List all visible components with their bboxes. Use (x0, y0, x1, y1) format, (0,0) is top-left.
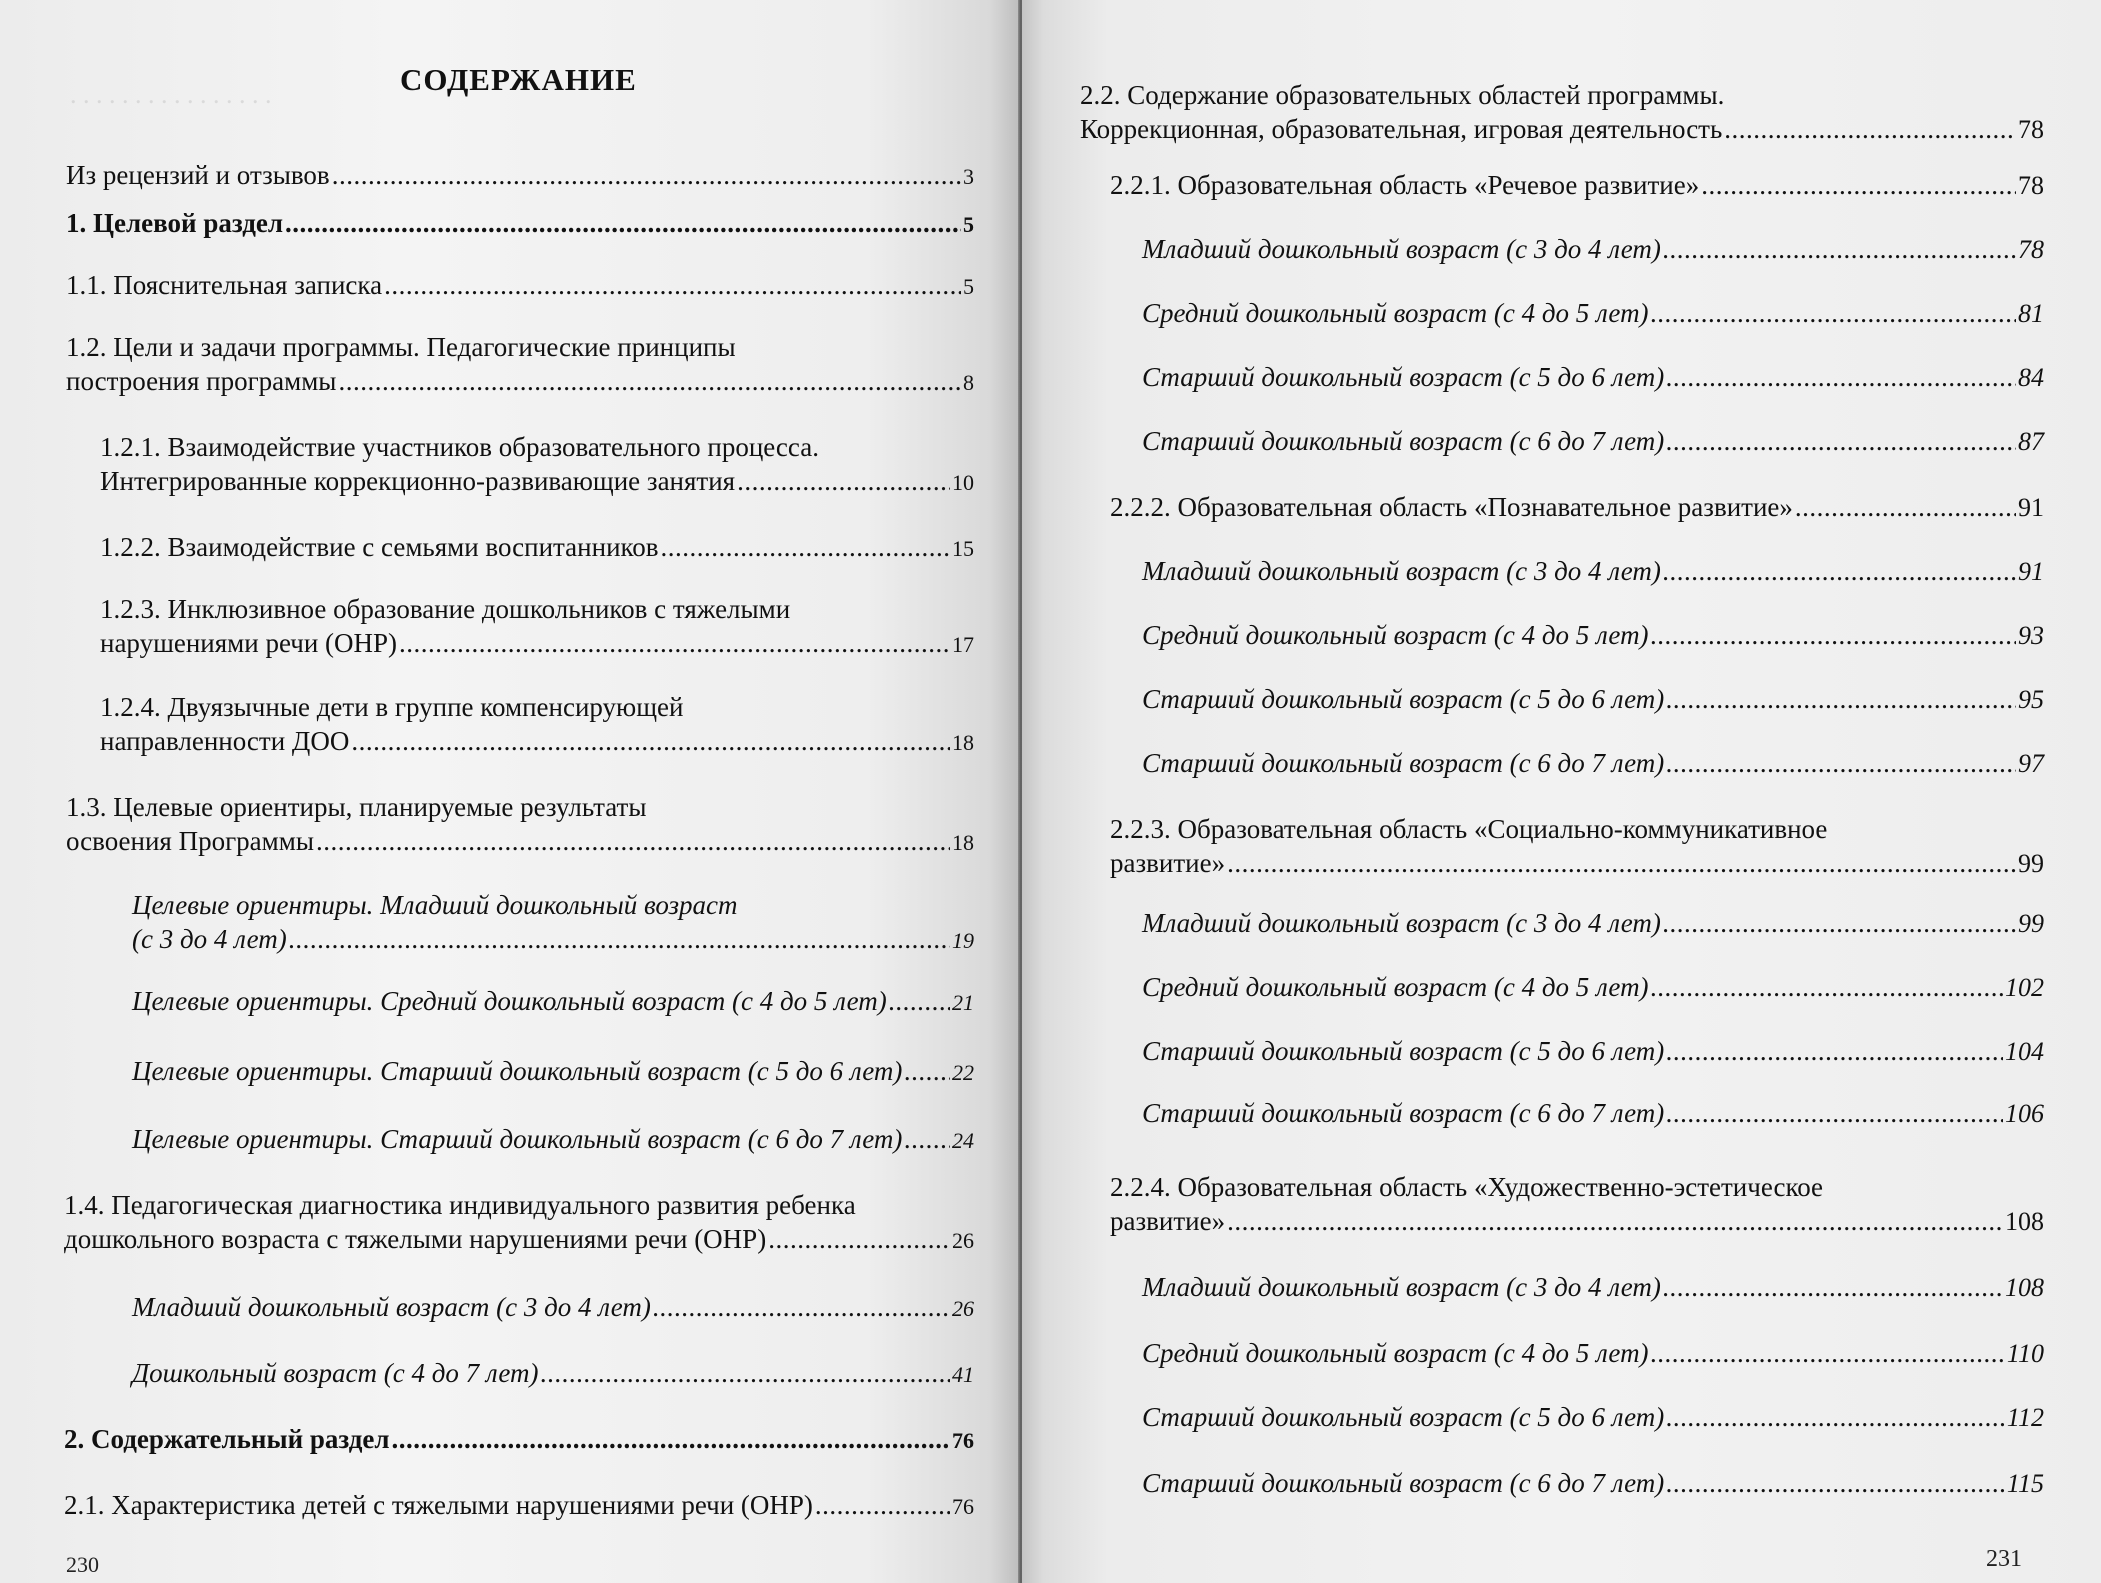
toc-entry (1142, 232, 2044, 267)
entry-text: Интегрированные коррекционно-развивающие занятия (100, 466, 736, 496)
leader-dots (904, 1054, 950, 1088)
leader-dots (1701, 168, 2016, 202)
toc-entry (100, 592, 974, 662)
entry-text: 2.1. Характеристика детей с тяжелыми нарушениями речи (ОНР) (64, 1490, 813, 1520)
leader-dots (1666, 746, 2016, 780)
toc-entry (64, 1422, 974, 1458)
entry-text-line1: 1.2.4. Двуязычные дети в группе компенсирующей (100, 692, 684, 722)
entry-page: 5 (963, 212, 974, 237)
leader-dots (1724, 112, 2016, 146)
entry-text: Младший дошкольный возраст (с 3 до 4 лет) (1142, 556, 1661, 586)
toc-entry (100, 690, 974, 760)
toc-entry (1142, 1034, 2044, 1069)
leader-dots (1666, 1400, 2005, 1434)
entry-page: 18 (952, 830, 974, 855)
toc-entry (1142, 1336, 2044, 1371)
entry-text: Целевые ориентиры. Средний дошкольный возраст (с 4 до 5 лет) (132, 986, 887, 1016)
entry-page: 112 (2006, 1403, 2044, 1432)
entry-text: Средний дошкольный возраст (с 4 до 5 лет) (1142, 1338, 1649, 1368)
entry-page: 93 (2018, 621, 2044, 650)
leader-dots (1663, 906, 2016, 940)
page-title: СОДЕРЖАНИЕ (400, 62, 637, 97)
leader-dots (1666, 1096, 2003, 1130)
toc-entry (132, 1356, 974, 1392)
entry-text: Старший дошкольный возраст (с 6 до 7 лет) (1142, 748, 1665, 778)
toc-entry (132, 888, 974, 958)
entry-text: 1. Целевой раздел (66, 208, 283, 238)
entry-page: 78 (2018, 235, 2044, 264)
toc-entry (1142, 554, 2044, 589)
toc-entry (1080, 78, 2044, 147)
entry-text: 2.2.2. Образовательная область «Познавательное развитие» (1110, 492, 1793, 522)
entry-text: Старший дошкольный возраст (с 5 до 6 лет) (1142, 1036, 1665, 1066)
toc-entry (1142, 746, 2044, 781)
entry-text: нарушениями речи (ОНР) (100, 628, 398, 658)
entry-text: 2. Содержательный раздел (64, 1424, 390, 1454)
entry-text: Младший дошкольный возраст (с 3 до 4 лет) (1142, 1272, 1661, 1302)
leader-dots (332, 158, 961, 192)
toc-entry (132, 1122, 974, 1158)
entry-page: 104 (2005, 1037, 2044, 1066)
entry-page: 108 (2005, 1273, 2044, 1302)
entry-text: Дошкольный возраст (с 4 до 7 лет) (132, 1358, 539, 1388)
toc-entry (1142, 906, 2044, 941)
entry-text: Младший дошкольный возраст (с 3 до 4 лет) (1142, 908, 1661, 938)
leader-dots (289, 922, 950, 956)
entry-text-line1: 2.2.3. Образовательная область «Социально-коммуникативное (1110, 814, 1828, 844)
entry-page: 106 (2005, 1099, 2044, 1128)
leader-dots (661, 530, 950, 564)
entry-text-line1: 1.2.1. Взаимодействие участников образовательного процесса. (100, 432, 819, 462)
leader-dots (1651, 1336, 2005, 1370)
left-page (0, 0, 1020, 1583)
leader-dots (653, 1290, 950, 1324)
toc-entry (1110, 1170, 2044, 1239)
entry-page: 19 (952, 928, 974, 953)
entry-text: развитие» (1110, 848, 1226, 878)
toc-entry (66, 330, 974, 400)
entry-text: Средний дошкольный возраст (с 4 до 5 лет) (1142, 972, 1649, 1002)
entry-text: Старший дошкольный возраст (с 5 до 6 лет) (1142, 684, 1665, 714)
entry-text: Старший дошкольный возраст (с 5 до 6 лет) (1142, 1402, 1665, 1432)
entry-text-line1: 2.2. Содержание образовательных областей программы. (1080, 80, 1725, 110)
toc-entry (1110, 168, 2044, 203)
entry-page: 76 (952, 1428, 974, 1453)
entry-page: 3 (963, 164, 974, 189)
leader-dots (1651, 970, 2003, 1004)
entry-text: Целевые ориентиры. Старший дошкольный возраст (с 5 до 6 лет) (132, 1056, 903, 1086)
entry-page: 97 (2018, 749, 2044, 778)
leader-dots (1666, 1034, 2003, 1068)
entry-page: 78 (2018, 115, 2044, 144)
entry-page: 81 (2018, 299, 2044, 328)
entry-text: 1.1. Пояснительная записка (66, 270, 383, 300)
entry-text: развитие» (1110, 1206, 1226, 1236)
toc-entry (1142, 360, 2044, 395)
toc-entry (100, 530, 974, 566)
entry-text: Старший дошкольный возраст (с 6 до 7 лет) (1142, 426, 1665, 456)
leader-dots (1663, 1270, 2003, 1304)
entry-page: 110 (2006, 1339, 2044, 1368)
leader-dots (768, 1222, 950, 1256)
entry-page: 76 (952, 1494, 974, 1519)
entry-page: 26 (952, 1296, 974, 1321)
leader-dots (540, 1356, 950, 1390)
toc-entry (1142, 1400, 2044, 1435)
entry-text: построения программы (66, 366, 337, 396)
entry-text: дошкольного возраста с тяжелыми нарушениями речи (ОНР) (64, 1224, 767, 1254)
entry-page: 41 (952, 1362, 974, 1387)
toc-entry (1142, 1466, 2044, 1501)
leader-dots (285, 206, 961, 240)
toc-entry (1142, 682, 2044, 717)
entry-page: 15 (952, 536, 974, 561)
entry-page: 91 (2018, 557, 2044, 586)
toc-entry (1110, 490, 2044, 525)
entry-page: 91 (2018, 493, 2044, 522)
toc-entry (1110, 812, 2044, 881)
entry-text-line1: 2.2.4. Образовательная область «Художественно-эстетическое (1110, 1172, 1824, 1202)
entry-text: 2.2.1. Образовательная область «Речевое развитие» (1110, 170, 1700, 200)
toc-entry (1142, 424, 2044, 459)
leader-dots (1795, 490, 2016, 524)
toc-entry (1142, 1270, 2044, 1305)
leader-dots (1227, 846, 2016, 880)
entry-page: 24 (952, 1128, 974, 1153)
entry-page: 21 (952, 990, 974, 1015)
toc-entry (132, 1054, 974, 1090)
entry-text: Младший дошкольный возраст (с 3 до 4 лет) (1142, 234, 1661, 264)
leader-dots (399, 626, 950, 660)
entry-page: 22 (952, 1060, 974, 1085)
entry-page: 87 (2018, 427, 2044, 456)
entry-text: Старший дошкольный возраст (с 5 до 6 лет) (1142, 362, 1665, 392)
toc-entry (132, 984, 974, 1020)
entry-page: 18 (952, 730, 974, 755)
entry-text: Средний дошкольный возраст (с 4 до 5 лет) (1142, 620, 1649, 650)
entry-text: 1.2.2. Взаимодействие с семьями воспитанников (100, 532, 659, 562)
toc-entry (1142, 296, 2044, 331)
entry-page: 102 (2005, 973, 2044, 1002)
leader-dots (1663, 554, 2016, 588)
entry-page: 95 (2018, 685, 2044, 714)
entry-text: Старший дошкольный возраст (с 6 до 7 лет) (1142, 1098, 1665, 1128)
leader-dots (737, 464, 950, 498)
leader-dots (1663, 232, 2016, 266)
toc-entry (64, 1188, 974, 1258)
leader-dots (1651, 296, 2016, 330)
entry-page: 99 (2018, 849, 2044, 878)
toc-entry (66, 268, 974, 304)
bleed-through-text: . . . . . . . . . . . . . . . . (70, 80, 272, 109)
entry-page: 5 (963, 274, 974, 299)
leader-dots (1666, 682, 2016, 716)
entry-text-line1: Целевые ориентиры. Младший дошкольный возраст (132, 890, 738, 920)
leader-dots (1227, 1204, 2003, 1238)
leader-dots (1666, 424, 2016, 458)
entry-page: 78 (2018, 171, 2044, 200)
toc-entry (1142, 970, 2044, 1005)
entry-text-line1: 1.2.3. Инклюзивное образование дошкольников с тяжелыми (100, 594, 791, 624)
entry-page: 10 (952, 470, 974, 495)
entry-text-line1: 1.4. Педагогическая диагностика индивидуального развития ребенка (64, 1190, 856, 1220)
entry-page: 108 (2005, 1207, 2044, 1236)
entry-page: 26 (952, 1228, 974, 1253)
entry-text: освоения Программы (66, 826, 314, 856)
leader-dots (904, 1122, 950, 1156)
leader-dots (384, 268, 961, 302)
entry-page: 99 (2018, 909, 2044, 938)
toc-entry (66, 206, 974, 242)
leader-dots (815, 1488, 950, 1522)
toc-entry (1142, 1096, 2044, 1131)
entry-text: направленности ДОО (100, 726, 350, 756)
leader-dots (889, 984, 950, 1018)
entry-page: 8 (963, 370, 974, 395)
entry-text: Коррекционная, образовательная, игровая деятельность (1080, 114, 1723, 144)
toc-entry (100, 430, 974, 500)
right-page (1022, 0, 2101, 1583)
leader-dots (1651, 618, 2016, 652)
entry-text: (с 3 до 4 лет) (132, 924, 287, 954)
entry-text: Из рецензий и отзывов (66, 160, 330, 190)
leader-dots (1666, 360, 2016, 394)
entry-text-line1: 1.3. Целевые ориентиры, планируемые результаты (66, 792, 647, 822)
leader-dots (351, 724, 950, 758)
toc-entry (1142, 618, 2044, 653)
entry-text: Младший дошкольный возраст (с 3 до 4 лет) (132, 1292, 651, 1322)
toc-entry (66, 158, 974, 194)
toc-entry (64, 1488, 974, 1524)
leader-dots (338, 364, 961, 398)
entry-text: Целевые ориентиры. Старший дошкольный возраст (с 6 до 7 лет) (132, 1124, 903, 1154)
toc-entry (66, 790, 974, 860)
entry-page: 115 (2006, 1469, 2044, 1498)
toc-entry (132, 1290, 974, 1326)
page-number: 231 (1986, 1546, 2022, 1572)
entry-text-line1: 1.2. Цели и задачи программы. Педагогические принципы (66, 332, 736, 362)
page-number: 230 (66, 1552, 99, 1577)
entry-text: Старший дошкольный возраст (с 6 до 7 лет) (1142, 1468, 1665, 1498)
leader-dots (316, 824, 950, 858)
entry-text: Средний дошкольный возраст (с 4 до 5 лет) (1142, 298, 1649, 328)
entry-page: 84 (2018, 363, 2044, 392)
leader-dots (392, 1422, 950, 1456)
entry-page: 17 (952, 632, 974, 657)
leader-dots (1666, 1466, 2005, 1500)
